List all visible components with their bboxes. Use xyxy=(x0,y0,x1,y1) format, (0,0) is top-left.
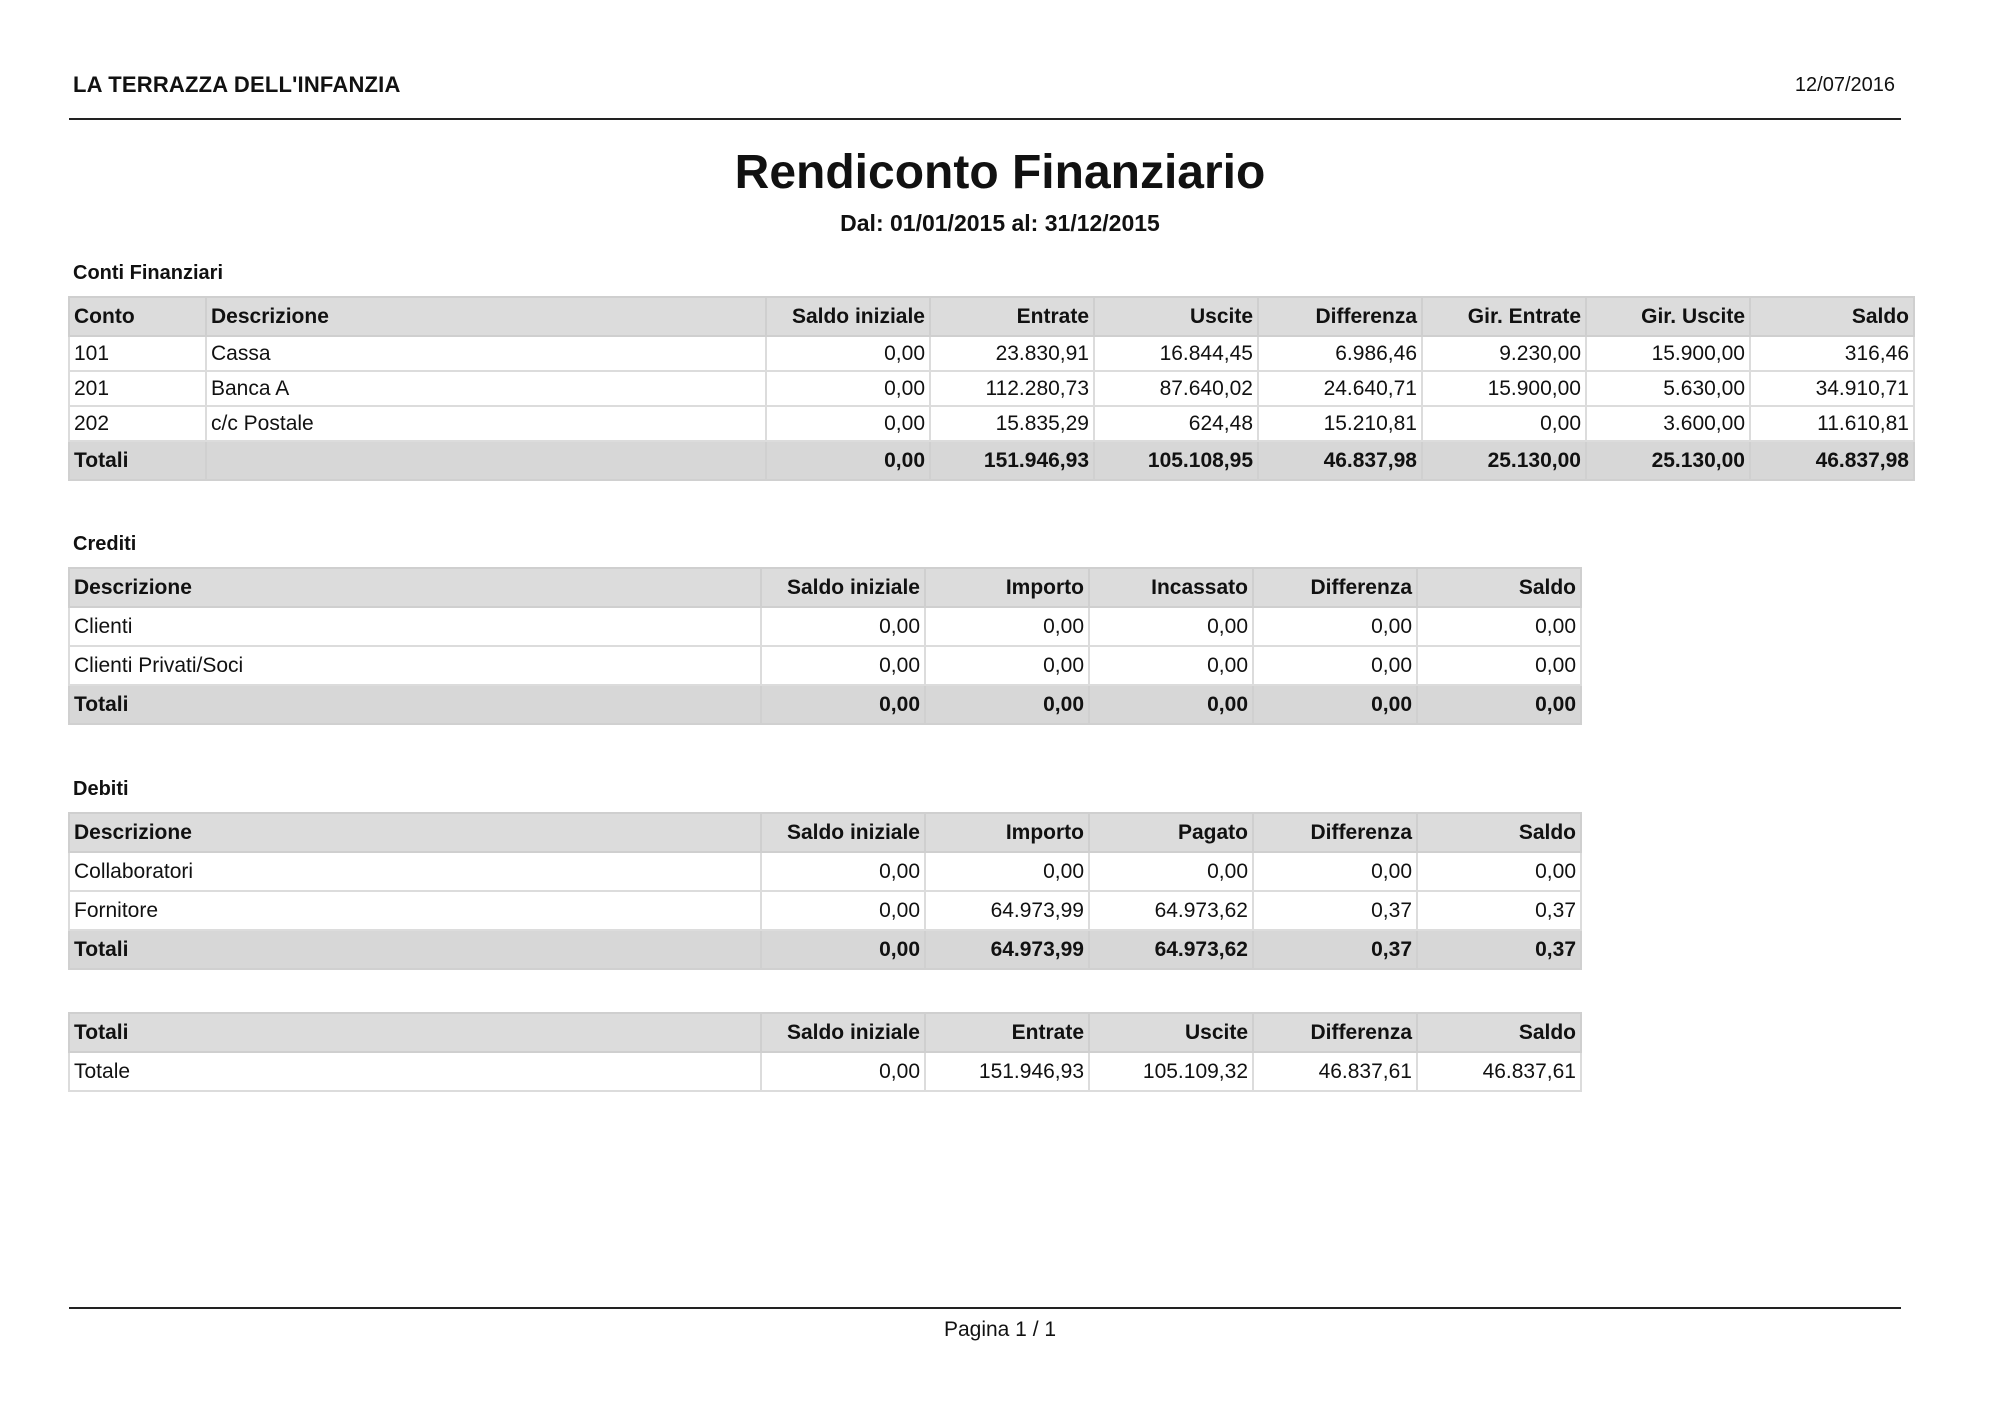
column-header: Saldo xyxy=(1417,1013,1581,1052)
table-cell: Cassa xyxy=(206,336,766,371)
table-cell: 6.986,46 xyxy=(1258,336,1422,371)
table-cell: 0,00 xyxy=(1253,607,1417,646)
table-cell: 316,46 xyxy=(1750,336,1914,371)
table-cell: Collaboratori xyxy=(69,852,761,891)
table-cell: 0,00 xyxy=(925,607,1089,646)
table-cell: 101 xyxy=(69,336,206,371)
table-cell: 46.837,98 xyxy=(1258,441,1422,480)
report-period: Dal: 01/01/2015 al: 31/12/2015 xyxy=(840,210,1160,236)
table-cell: Clienti Privati/Soci xyxy=(69,646,761,685)
table-cell: 24.640,71 xyxy=(1258,371,1422,406)
table-header-row xyxy=(69,1013,1581,1052)
table-cell: 23.830,91 xyxy=(930,336,1094,371)
table-cell: 112.280,73 xyxy=(930,371,1094,406)
table-cell: 11.610,81 xyxy=(1750,406,1914,441)
column-header: Gir. Entrate xyxy=(1422,297,1586,336)
table-cell: 0,00 xyxy=(925,685,1089,724)
section-label-conti: Conti Finanziari xyxy=(73,262,223,284)
table-cell: Totale xyxy=(69,1052,761,1091)
table-cell: 0,00 xyxy=(766,371,930,406)
column-header: Saldo iniziale xyxy=(761,568,925,607)
table-cell: 0,00 xyxy=(1417,685,1581,724)
table-cell: 0,00 xyxy=(1089,685,1253,724)
column-header: Saldo xyxy=(1417,568,1581,607)
table-row xyxy=(69,1052,1581,1091)
column-header: Saldo iniziale xyxy=(766,297,930,336)
column-header: Gir. Uscite xyxy=(1586,297,1750,336)
table-cell: 0,00 xyxy=(925,646,1089,685)
table-cell: 0,00 xyxy=(766,441,930,480)
column-header: Descrizione xyxy=(206,297,766,336)
table-cell: 0,00 xyxy=(766,406,930,441)
table-cell: 0,37 xyxy=(1417,930,1581,969)
report-title: Rendiconto Finanziario xyxy=(734,146,1266,199)
section-label-debiti: Debiti xyxy=(73,778,129,800)
column-header: Entrate xyxy=(930,297,1094,336)
column-header: Pagato xyxy=(1089,813,1253,852)
column-header: Differenza xyxy=(1253,1013,1417,1052)
column-header: Saldo xyxy=(1417,813,1581,852)
table-cell: Totali xyxy=(69,685,761,724)
grand-totals-table xyxy=(68,1012,1582,1092)
table-cell: 15.900,00 xyxy=(1586,336,1750,371)
table-cell: 0,00 xyxy=(1422,406,1586,441)
table-cell: 64.973,62 xyxy=(1089,930,1253,969)
table-cell: 0,00 xyxy=(761,852,925,891)
crediti-table xyxy=(68,567,1582,725)
table-cell: 151.946,93 xyxy=(930,441,1094,480)
column-header: Uscite xyxy=(1094,297,1258,336)
table-cell: 64.973,62 xyxy=(1089,891,1253,930)
table-cell: 0,00 xyxy=(1417,646,1581,685)
column-header: Entrate xyxy=(925,1013,1089,1052)
totals-row xyxy=(69,685,1581,724)
section-label-crediti: Crediti xyxy=(73,533,137,555)
column-header: Saldo xyxy=(1750,297,1914,336)
table-cell: 46.837,98 xyxy=(1750,441,1914,480)
table-cell: 0,00 xyxy=(1089,852,1253,891)
table-header-row xyxy=(69,813,1581,852)
organization-name: LA TERRAZZA DELL'INFANZIA xyxy=(73,72,401,97)
print-date: 12/07/2016 xyxy=(1794,74,1895,96)
table-cell: Clienti xyxy=(69,607,761,646)
table-row xyxy=(69,852,1581,891)
table-row xyxy=(69,646,1581,685)
table-cell: 0,00 xyxy=(1253,852,1417,891)
table-cell xyxy=(206,441,766,480)
table-cell: 0,00 xyxy=(761,685,925,724)
table-row xyxy=(69,336,1914,371)
table-cell: 3.600,00 xyxy=(1586,406,1750,441)
table-cell: 15.210,81 xyxy=(1258,406,1422,441)
table-cell: 16.844,45 xyxy=(1094,336,1258,371)
table-cell: 0,37 xyxy=(1253,891,1417,930)
table-cell: 0,00 xyxy=(1089,646,1253,685)
table-cell: 0,00 xyxy=(766,336,930,371)
table-cell: 9.230,00 xyxy=(1422,336,1586,371)
totals-row xyxy=(69,930,1581,969)
table-cell: 34.910,71 xyxy=(1750,371,1914,406)
table-cell: 0,00 xyxy=(761,891,925,930)
table-cell: 64.973,99 xyxy=(925,891,1089,930)
table-cell: 25.130,00 xyxy=(1422,441,1586,480)
footer-divider xyxy=(69,1307,1901,1309)
table-cell: 0,00 xyxy=(1253,685,1417,724)
column-header: Saldo iniziale xyxy=(761,813,925,852)
column-header: Differenza xyxy=(1253,813,1417,852)
column-header: Saldo iniziale xyxy=(761,1013,925,1052)
table-cell: 64.973,99 xyxy=(925,930,1089,969)
column-header: Incassato xyxy=(1089,568,1253,607)
table-row xyxy=(69,371,1914,406)
table-cell: 46.837,61 xyxy=(1417,1052,1581,1091)
table-cell: 0,37 xyxy=(1253,930,1417,969)
table-cell: c/c Postale xyxy=(206,406,766,441)
table-row xyxy=(69,607,1581,646)
column-header: Uscite xyxy=(1089,1013,1253,1052)
page-header xyxy=(69,68,1901,120)
table-cell: 0,37 xyxy=(1417,891,1581,930)
table-cell: 0,00 xyxy=(761,1052,925,1091)
page-number: Pagina 1 / 1 xyxy=(943,1318,1057,1341)
table-cell: 15.900,00 xyxy=(1422,371,1586,406)
column-header: Importo xyxy=(925,568,1089,607)
table-cell: Totali xyxy=(69,441,206,480)
table-cell: Fornitore xyxy=(69,891,761,930)
table-cell: 0,00 xyxy=(925,852,1089,891)
table-cell: Totali xyxy=(69,930,761,969)
table-cell: 0,00 xyxy=(1253,646,1417,685)
table-cell: 0,00 xyxy=(761,930,925,969)
column-header: Descrizione xyxy=(69,813,761,852)
table-cell: 0,00 xyxy=(761,646,925,685)
column-header: Conto xyxy=(69,297,206,336)
table-cell: 46.837,61 xyxy=(1253,1052,1417,1091)
table-header-row xyxy=(69,297,1914,336)
column-header: Differenza xyxy=(1253,568,1417,607)
table-cell: 624,48 xyxy=(1094,406,1258,441)
column-header: Descrizione xyxy=(69,568,761,607)
column-header: Totali xyxy=(69,1013,761,1052)
table-cell: 5.630,00 xyxy=(1586,371,1750,406)
table-cell: 0,00 xyxy=(1417,852,1581,891)
table-cell: 0,00 xyxy=(1417,607,1581,646)
table-cell: 15.835,29 xyxy=(930,406,1094,441)
table-cell: Banca A xyxy=(206,371,766,406)
column-header: Differenza xyxy=(1258,297,1422,336)
conti-table xyxy=(68,296,1915,481)
table-cell: 0,00 xyxy=(1089,607,1253,646)
table-cell: 105.108,95 xyxy=(1094,441,1258,480)
table-row xyxy=(69,891,1581,930)
totals-row xyxy=(69,441,1914,480)
table-cell: 105.109,32 xyxy=(1089,1052,1253,1091)
debiti-table xyxy=(68,812,1582,970)
table-header-row xyxy=(69,568,1581,607)
table-cell: 151.946,93 xyxy=(925,1052,1089,1091)
table-cell: 0,00 xyxy=(761,607,925,646)
table-cell: 202 xyxy=(69,406,206,441)
table-row xyxy=(69,406,1914,441)
table-cell: 201 xyxy=(69,371,206,406)
column-header: Importo xyxy=(925,813,1089,852)
table-cell: 25.130,00 xyxy=(1586,441,1750,480)
table-cell: 87.640,02 xyxy=(1094,371,1258,406)
